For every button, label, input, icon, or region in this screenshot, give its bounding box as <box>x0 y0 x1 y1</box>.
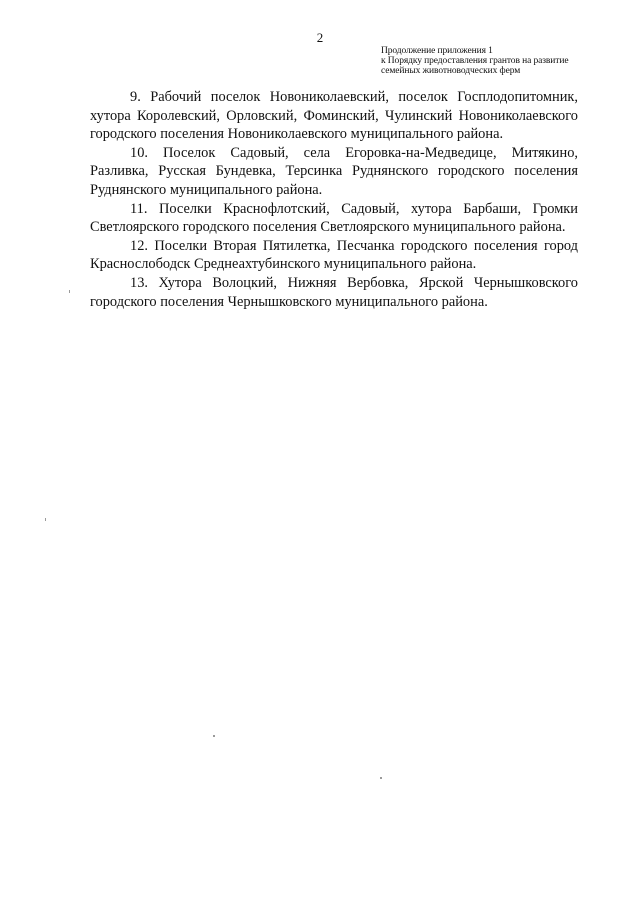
list-item-12: 12. Поселки Вторая Пятилетка, Песчанка городского поселения город Краснослободск Среднеахтубинского муниципального района. <box>90 237 578 273</box>
list-item-10: 10. Поселок Садовый, села Егоровка-на-Медведице, Митякино, Разливка, Русская Бундевка, Терсинка Руднянского городского поселения Руднянского муниципального района. <box>90 144 578 198</box>
document-body <box>90 88 578 311</box>
scan-speck <box>69 290 70 293</box>
page-number: 2 <box>316 30 324 45</box>
header-note-line: Продолжение приложения 1 <box>381 46 493 56</box>
list-item-13: 13. Хутора Волоцкий, Нижняя Вербовка, Ярской Чернышковского городского поселения Чернышковского муниципального района. <box>90 274 578 310</box>
header-note-line: семейных животноводческих ферм <box>381 66 521 76</box>
list-item-9: 9. Рабочий поселок Новониколаевский, поселок Госплодопитомник, хутора Королевский, Орловский, Фоминский, Чулинский Новониколаевского городского поселения Новониколаевского муниципального района. <box>90 89 578 143</box>
appendix-header-note <box>381 46 596 76</box>
list-item-11: 11. Поселки Краснофлотский, Садовый, хутора Барбаши, Громки Светлоярского городского поселения Светлоярского муниципального района. <box>90 200 578 236</box>
scan-speck <box>45 518 46 521</box>
scan-speck <box>213 735 215 737</box>
header-note-line: к Порядку предоставления грантов на развитие <box>381 56 569 66</box>
scan-speck <box>380 777 382 779</box>
